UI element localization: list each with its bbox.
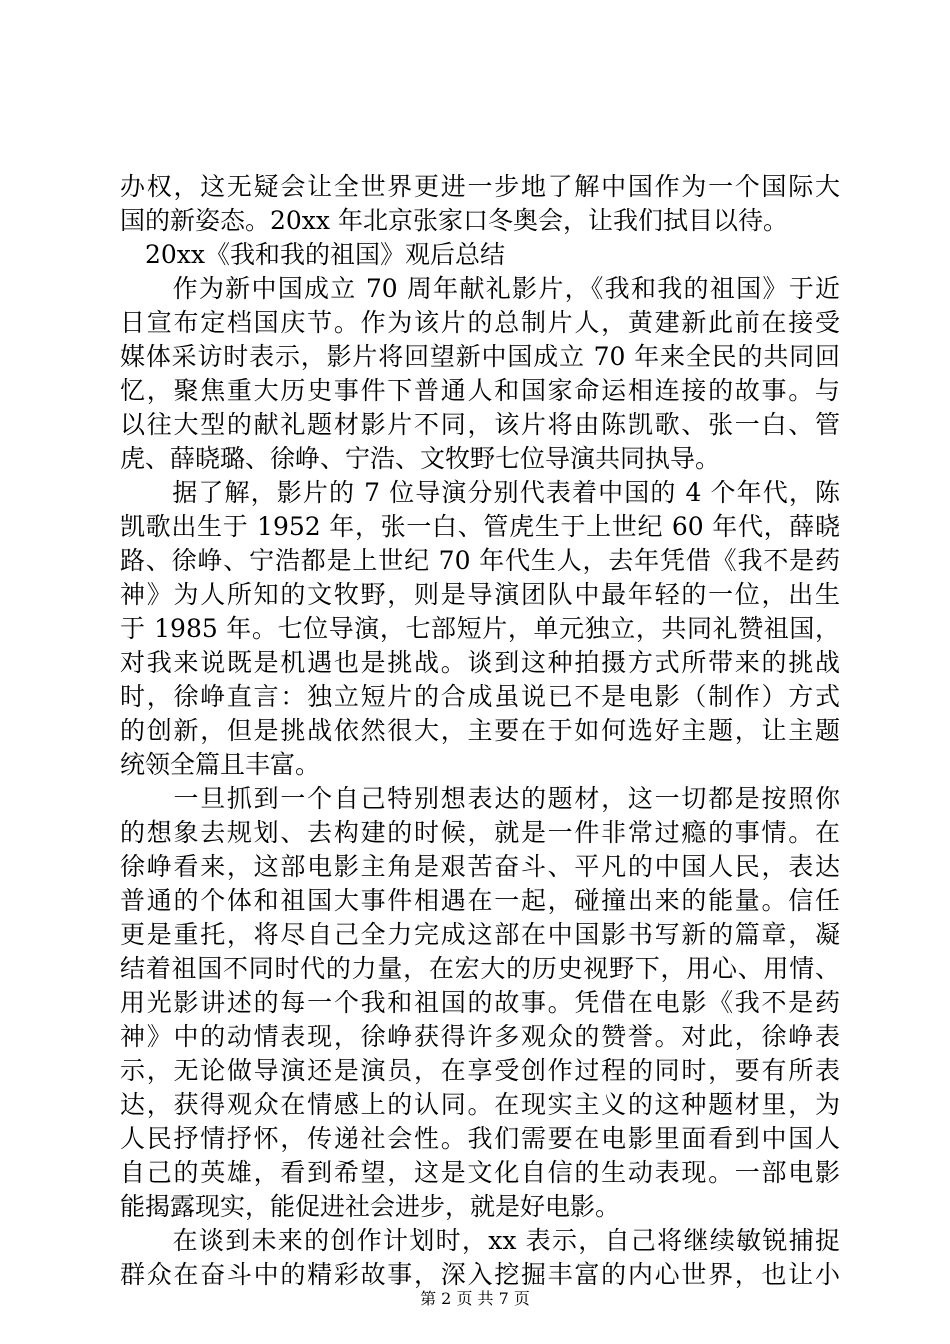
text-line-9: 虎、薛晓璐、徐峥、宁浩、文牧野七位导演共同执导。: [120, 444, 721, 473]
section-title: 20xx《我和我的祖国》观后总结: [120, 240, 506, 269]
text-line-1: 办权，这无疑会让全世界更进一步地了解中国作为一个国际大: [120, 172, 840, 201]
text-line-33: 群众在奋斗中的精彩故事，深入挖掘丰富的内心世界，也让小: [120, 1260, 840, 1289]
text-line-5: 日宣布定档国庆节。作为该片的总制片人，黄建新此前在接受: [120, 308, 840, 337]
text-line-28: 达，获得观众在情感上的认同。在现实主义的这种题材里，为: [120, 1090, 840, 1119]
text-line-24: 结着祖国不同时代的力量，在宏大的历史视野下，用心、用情、: [120, 954, 840, 983]
text-line-4: 作为新中国成立 70 周年献礼影片，《我和我的祖国》于近: [120, 274, 840, 303]
text-line-11: 凯歌出生于 1952 年，张一白、管虎生于上世纪 60 年代，薛晓: [120, 512, 840, 541]
text-line-15: 对我来说既是机遇也是挑战。谈到这种拍摄方式所带来的挑战: [120, 648, 840, 677]
text-line-22: 普通的个体和祖国大事件相遇在一起，碰撞出来的能量。信任: [120, 886, 840, 915]
text-line-12: 路、徐峥、宁浩都是上世纪 70 年代生人，去年凭借《我不是药: [120, 546, 840, 575]
text-line-32: 在谈到未来的创作计划时，xx 表示，自己将继续敏锐捕捉: [120, 1226, 840, 1255]
text-line-10: 据了解，影片的 7 位导演分别代表着中国的 4 个年代，陈: [120, 478, 840, 507]
text-line-23: 更是重托，将尽自己全力完成这部在中国影书写新的篇章，凝: [120, 920, 840, 949]
text-line-2: 国的新姿态。20xx 年北京张家口冬奥会，让我们拭目以待。: [120, 206, 788, 235]
text-line-30: 自己的英雄，看到希望，这是文化自信的生动表现。一部电影: [120, 1158, 840, 1187]
text-line-16: 时，徐峥直言：独立短片的合成虽说已不是电影（制作）方式: [120, 682, 840, 711]
text-line-26: 神》中的动情表现，徐峥获得许多观众的赞誉。对此，徐峥表: [120, 1022, 840, 1051]
text-line-27: 示，无论做导演还是演员，在享受创作过程的同时，要有所表: [120, 1056, 840, 1085]
text-line-31: 能揭露现实，能促进社会进步，就是好电影。: [120, 1192, 621, 1221]
text-line-6: 媒体采访时表示，影片将回望新中国成立 70 年来全民的共同回: [120, 342, 840, 371]
page-number-footer: 第 2 页 共 7 页: [420, 1289, 530, 1308]
text-line-21: 徐峥看来，这部电影主角是艰苦奋斗、平凡的中国人民，表达: [120, 852, 840, 881]
text-line-13: 神》为人所知的文牧野，则是导演团队中最年轻的一位，出生: [120, 580, 840, 609]
text-line-20: 的想象去规划、去构建的时候，就是一件非常过瘾的事情。在: [120, 818, 840, 847]
text-line-17: 的创新，但是挑战依然很大，主要在于如何选好主题，让主题: [120, 716, 840, 745]
text-line-18: 统领全篇且丰富。: [120, 750, 321, 779]
text-line-29: 人民抒情抒怀，传递社会性。我们需要在电影里面看到中国人: [120, 1124, 840, 1153]
text-line-25: 用光影讲述的每一个我和祖国的故事。凭借在电影《我不是药: [120, 988, 840, 1017]
text-line-19: 一旦抓到一个自己特别想表达的题材，这一切都是按照你: [120, 784, 840, 813]
text-line-7: 忆，聚焦重大历史事件下普通人和国家命运相连接的故事。与: [120, 376, 840, 405]
text-line-14: 于 1985 年。七位导演，七部短片，单元独立，共同礼赞祖国，: [120, 614, 840, 643]
text-line-8: 以往大型的献礼题材影片不同，该片将由陈凯歌、张一白、管: [120, 410, 840, 439]
